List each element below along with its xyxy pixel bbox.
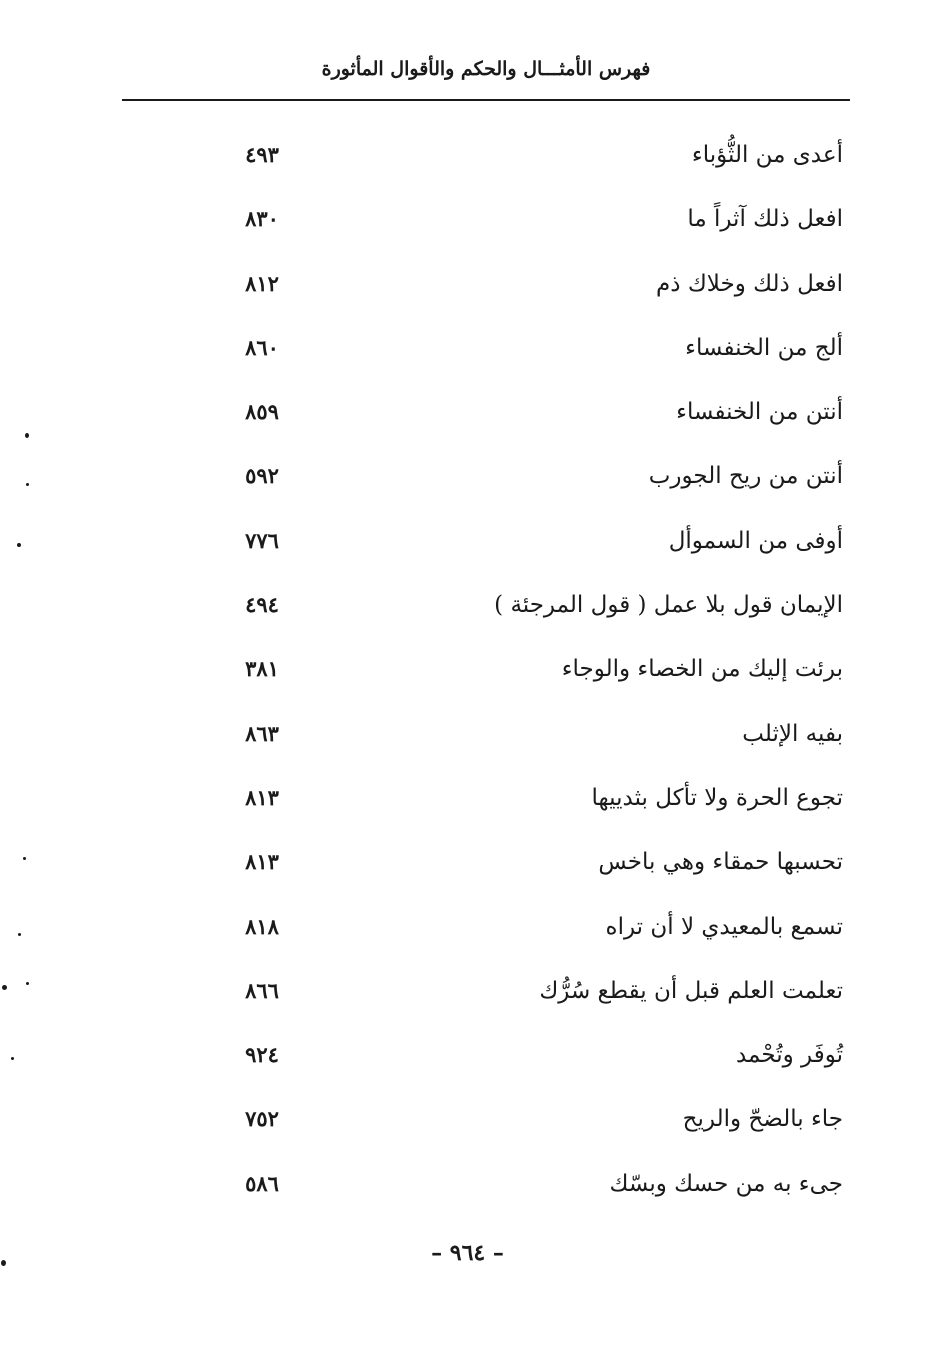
scan-speck: [11, 1057, 14, 1060]
scan-speck: [26, 483, 29, 486]
scan-speck: [17, 543, 21, 547]
index-entry: [0, 319, 935, 383]
scan-speck: [23, 857, 26, 860]
entry-page-number: ٧٥٢: [245, 1106, 279, 1132]
index-entry: [0, 512, 935, 576]
entry-page-number: ٧٧٦: [245, 527, 279, 553]
entry-text: افعل ذلك وخلاك ذم: [656, 270, 843, 297]
entry-page-number: ٨٣٠: [245, 206, 279, 232]
entry-text: أوفى من السموأل: [668, 527, 843, 554]
entry-page-number: ٩٢٤: [245, 1042, 279, 1068]
entry-text: الإيمان قول بلا عمل ( قول المرجئة ): [494, 592, 843, 619]
entry-page-number: ٣٨١: [245, 656, 279, 682]
page-number: – ٩٦٤ –: [431, 1240, 504, 1266]
index-entry: [0, 1026, 935, 1090]
index-entry: [0, 898, 935, 962]
index-entry: [0, 1090, 935, 1154]
index-entry: [0, 1155, 935, 1219]
header-rule: [122, 99, 850, 101]
scan-speck: [2, 985, 7, 990]
entry-page-number: ٨٦٣: [245, 720, 279, 746]
index-entry: [0, 705, 935, 769]
entry-page-number: ٥٨٦: [245, 1170, 279, 1196]
entry-page-number: ٨٦٦: [245, 977, 279, 1003]
entry-text: ألج من الخنفساء: [685, 334, 843, 361]
index-entry: [0, 383, 935, 447]
entry-page-number: ٨٦٠: [245, 334, 279, 360]
entry-page-number: ٨٥٩: [245, 399, 279, 425]
scan-speck: [18, 933, 21, 936]
index-entry: [0, 640, 935, 704]
entry-page-number: ٨١٢: [245, 270, 279, 296]
index-entry: [0, 255, 935, 319]
scan-speck: [1, 1260, 6, 1266]
entry-page-number: ٤٩٤: [245, 592, 279, 618]
scan-speck: [25, 433, 29, 438]
entry-text: افعل ذلك آثراً ما: [687, 206, 843, 233]
running-header: فهرس الأمثـــال والحكم والأقوال المأثورة: [321, 58, 651, 80]
entry-text: أنتن من ريح الجورب: [648, 463, 843, 490]
entry-text: أعدى من الثُّؤباء: [691, 142, 843, 168]
entry-text: جىء به من حسك وبسّك: [609, 1170, 843, 1197]
entry-page-number: ٤٩٣: [245, 142, 279, 167]
entry-text: بفيه الإثلب: [742, 720, 843, 747]
entry-text: تحسبها حمقاء وهي باخس: [598, 849, 843, 876]
index-entry: [0, 126, 935, 190]
index-list: [0, 126, 935, 1219]
index-entry: [0, 833, 935, 897]
entry-text: جاء بالضحّ والريح: [682, 1106, 843, 1133]
entry-text: تُوفَر وتُحْمد: [735, 1042, 843, 1069]
entry-text: تجوع الحرة ولا تأكل بثدييها: [591, 784, 843, 811]
entry-page-number: ٨١٣: [245, 849, 279, 875]
scan-speck: [26, 982, 29, 985]
index-entry: [0, 962, 935, 1026]
index-entry: [0, 576, 935, 640]
index-entry: [0, 447, 935, 511]
index-entry: [0, 190, 935, 254]
entry-text: تعلمت العلم قبل أن يقطع سُرُّك: [539, 977, 843, 1004]
entry-page-number: ٥٩٢: [245, 463, 279, 489]
entry-page-number: ٨١٣: [245, 784, 279, 810]
entry-page-number: ٨١٨: [245, 913, 279, 939]
entry-text: أنتن من الخنفساء: [676, 399, 843, 426]
entry-text: تسمع بالمعيدي لا أن تراه: [605, 913, 843, 940]
entry-text: برئت إليك من الخصاء والوجاء: [561, 656, 843, 683]
index-entry: [0, 769, 935, 833]
